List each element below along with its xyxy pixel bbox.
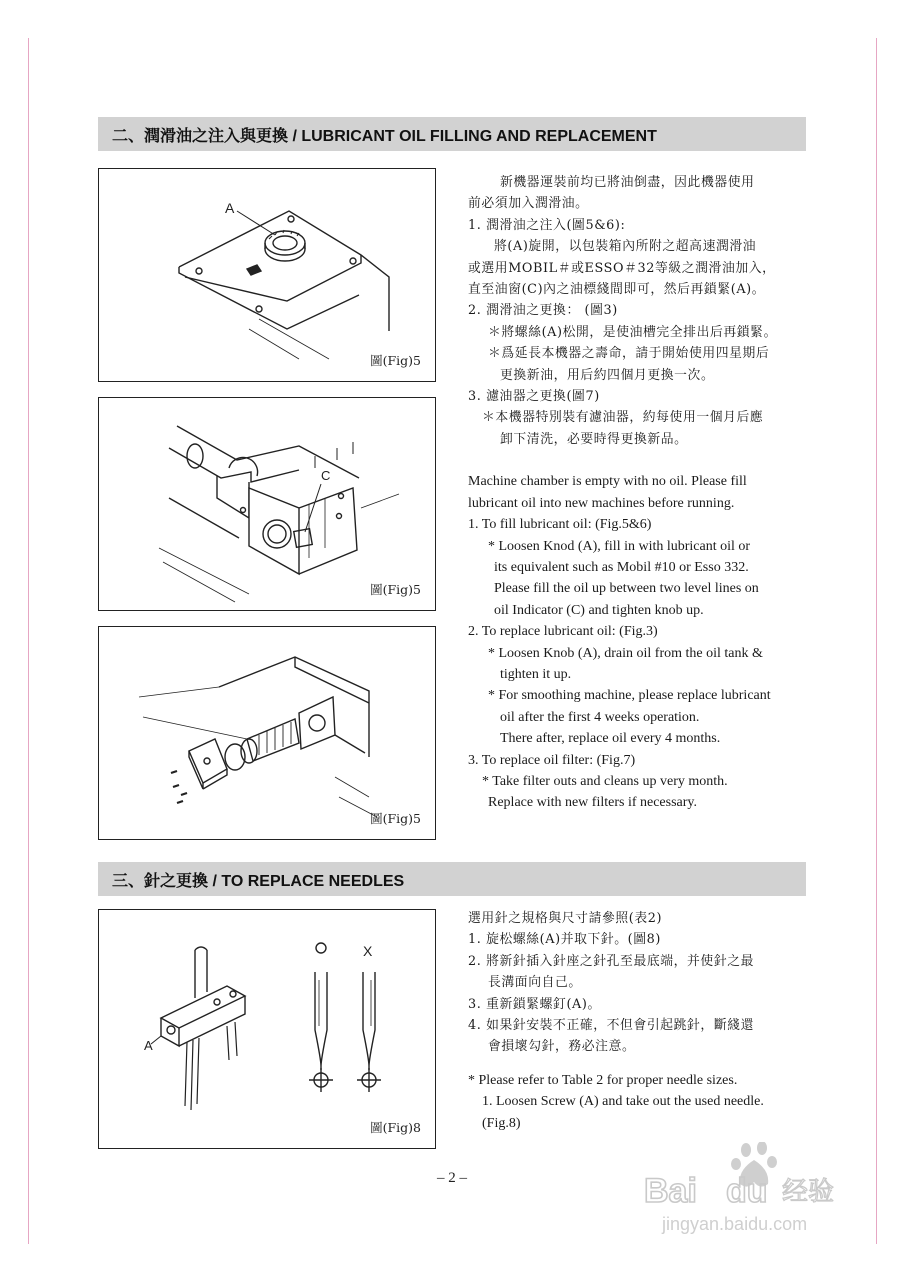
needle-en-line: (Fig.8) — [482, 1115, 521, 1131]
oil-en-line: * Loosen Knob (A), drain oil from the oil tank & — [488, 645, 763, 661]
oil-en-line: 1. To fill lubricant oil: (Fig.5&6) — [468, 517, 652, 533]
watermark-brand: Bai — [644, 1172, 697, 1210]
oil-cn-line: 1. 潤滑油之注入(圖5&6): — [468, 217, 626, 233]
section-title-needle: 三、針之更換 / TO REPLACE NEEDLES — [112, 872, 405, 890]
watermark-brand2: du — [726, 1172, 768, 1210]
figure-needle — [98, 909, 436, 1149]
fig4-caption: 圖(Fig)8 — [370, 1120, 421, 1135]
oil-cn-line: 或選用MOBIL＃或ESSO＃32等級之潤滑油加入， — [468, 260, 776, 276]
needle-en-line: * Please refer to Table 2 for proper needle sizes. — [468, 1072, 738, 1088]
needle-text-block — [468, 908, 810, 1134]
needle-en-line: 1. Loosen Screw (A) and take out the used needle. — [482, 1094, 764, 1110]
oil-cn-line: 前必須加入潤滑油。 — [468, 196, 589, 212]
oil-en-line: lubricant oil into new machines before running. — [468, 495, 735, 511]
needle-cn-line: 1. 旋松螺絲(A)并取下針。(圖8) — [468, 932, 661, 948]
oil-en-line: * Loosen Knod (A), fill in with lubricant oil or — [488, 538, 751, 554]
section-header-needle — [98, 862, 806, 896]
oil-cn-line: ＊將螺絲(A)松開，是使油槽完全排出后再鎖緊。 — [488, 324, 777, 340]
oil-cn-line: 直至油窗(C)內之油標綫間即可，然后再鎖緊(A)。 — [468, 282, 766, 298]
spacer — [468, 450, 810, 471]
watermark-cn: 经验 — [782, 1177, 835, 1207]
watermark-url: jingyan.baidu.com — [662, 1214, 808, 1234]
needle-cn-line: 4. 如果針安裝不正確，不但會引起跳針，斷綫還 — [468, 1018, 755, 1034]
fig4-mark-correct: O — [315, 962, 316, 963]
oil-en-line: * For smoothing machine, please replace lubricant — [488, 688, 771, 704]
oil-en-line: its equivalent such as Mobil #10 or Esso 332. — [494, 559, 749, 575]
oil-cn-line: ＊爲延長本機器之壽命，請于開始使用四星期后 — [488, 346, 770, 362]
figure-oil-filter — [98, 626, 436, 840]
fig1-label-a: A — [225, 200, 235, 216]
left-margin-line — [28, 38, 29, 1244]
needle-cn-line: 會損壞勾針，務必注意。 — [488, 1039, 636, 1055]
section-title-oil: 二、潤滑油之注入與更換 / LUBRICANT OIL FILLING AND REPLACEMENT — [112, 127, 657, 145]
oil-cn-line: 將(A)旋開，以包裝箱內所附之超高速潤滑油 — [494, 239, 757, 255]
needle-cn-line: 選用針之規格與尺寸請參照(表2) — [468, 911, 663, 926]
oil-cn-line: 2. 潤滑油之更換： (圖3) — [468, 303, 618, 319]
baidu-logo-graphic — [640, 1142, 870, 1238]
right-margin-line — [876, 38, 877, 1244]
fig4-mark-wrong: X — [363, 943, 373, 959]
oil-en-line: oil Indicator (C) and tighten knob up. — [494, 602, 704, 618]
spacer — [468, 1058, 810, 1070]
needle-cn-line: 2. 將新針插入針座之針孔至最底端，并使針之最 — [468, 953, 755, 969]
figure-oil-knob — [98, 168, 436, 382]
needle-cn-line: 長溝面向自己。 — [488, 975, 582, 991]
oil-cn-line: 更換新油，用后約四個月更換一次。 — [500, 367, 715, 383]
figure-oil-window — [98, 397, 436, 611]
needle-cn-line: 3. 重新鎖緊螺釘(A)。 — [468, 996, 601, 1012]
section-header-oil — [98, 117, 806, 151]
oil-cn-line: 卸下清洗，必要時得更換新品。 — [500, 431, 688, 447]
fig3-caption: 圖(Fig)5 — [370, 811, 421, 826]
oil-en-line: * Take filter outs and cleans up very month. — [482, 773, 728, 789]
oil-en-line: Please fill the oil up between two level lines on — [494, 581, 759, 597]
oil-en-line: oil after the first 4 weeks operation. — [500, 709, 700, 725]
oil-en-line: tighten it up. — [500, 666, 572, 682]
fig2-label-c: C — [321, 468, 331, 483]
oil-en-line: 2. To replace lubricant oil: (Fig.3) — [468, 624, 658, 640]
fig4-label-a: A — [144, 1038, 153, 1053]
oil-cn-line: ＊本機器特別裝有濾油器，約每使用一個月后應 — [482, 410, 764, 426]
fig2-caption: 圖(Fig)5 — [370, 582, 421, 597]
fig1-caption: 圖(Fig)5 — [370, 353, 421, 368]
oil-en-line: Machine chamber is empty with no oil. Please fill — [468, 474, 747, 490]
oil-en-line: Replace with new filters if necessary. — [488, 795, 698, 811]
oil-en-line: There after, replace oil every 4 months. — [500, 731, 721, 747]
oil-cn-line: 3. 濾油器之更換(圖7) — [468, 389, 600, 405]
baidu-watermark — [640, 1142, 870, 1238]
page-number: – 2 – — [437, 1170, 467, 1186]
oil-cn-line: 新機器運裝前均已將油倒盡，因此機器使用 — [500, 175, 755, 190]
oil-text-block — [468, 172, 810, 814]
oil-en-line: 3. To replace oil filter: (Fig.7) — [468, 752, 636, 768]
needle-illustration — [99, 910, 437, 1150]
